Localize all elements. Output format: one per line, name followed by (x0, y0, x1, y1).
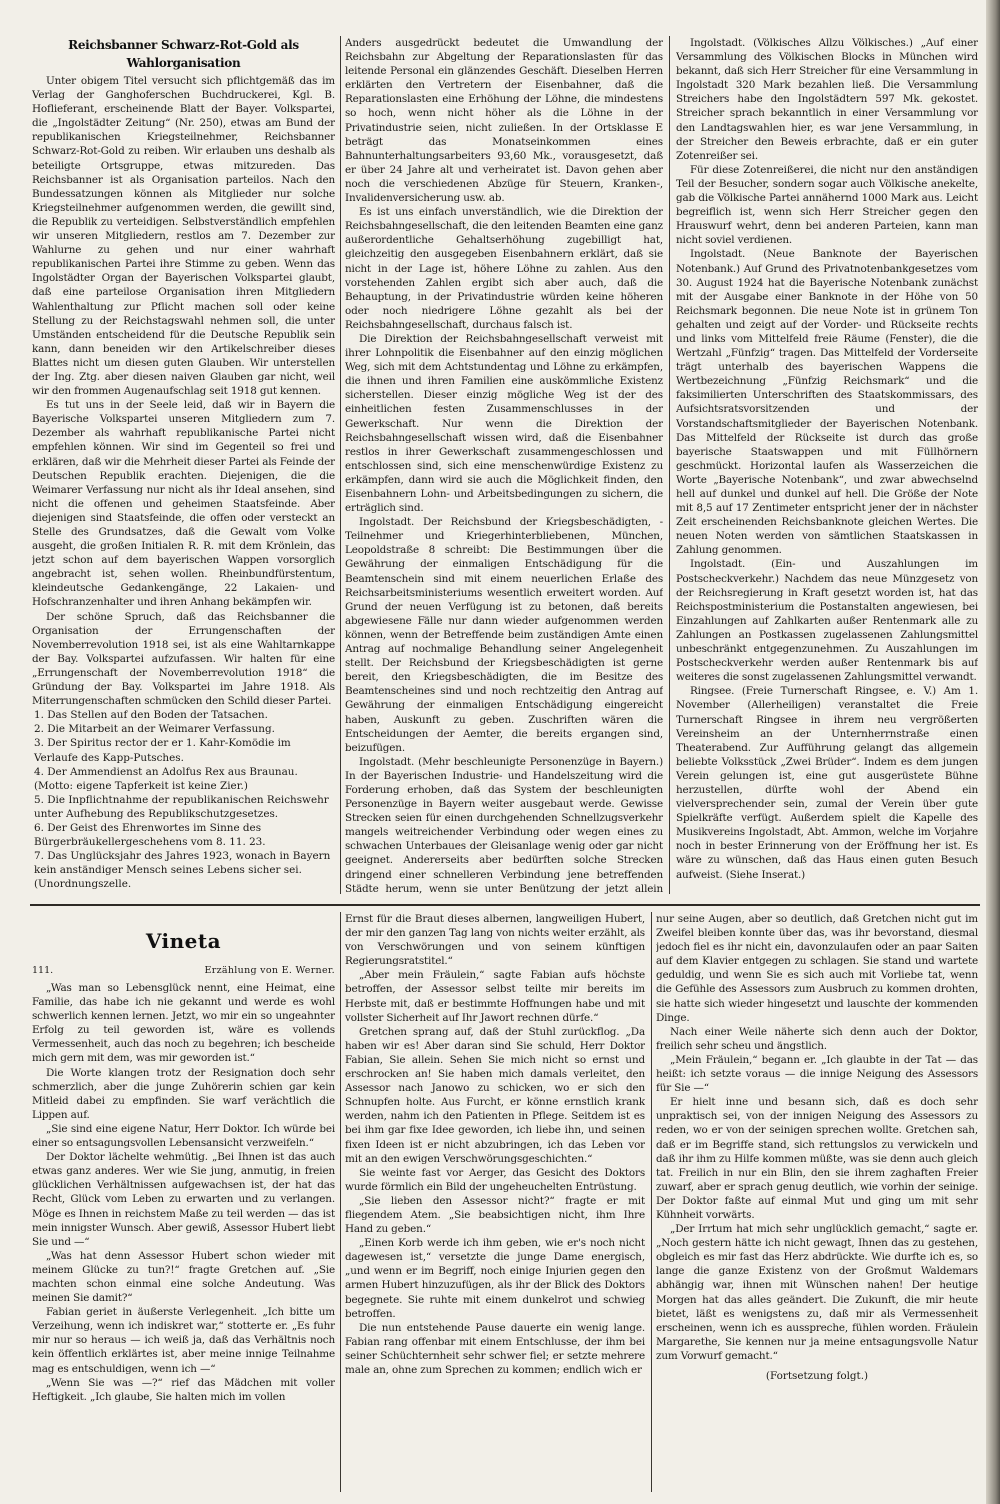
continuation-note: (Fortsetzung folgt.) (765, 1370, 869, 1382)
serial-title: Vineta (145, 929, 222, 953)
story-paragraph: Nach einer Weile näherte sich denn auch der Doktor, freilich sehr scheu und ängstlich. (656, 1025, 978, 1052)
bottom-column-2 (345, 912, 645, 1492)
numbered-list (34, 708, 335, 891)
article-paragraph: Unter obigem Titel versucht sich pflichtgemäß das im Verlag der Ganghoferschen Buchdruckerei, Kgl. B. Hoflieferant, erscheinende Blatt der Bayer. Volkspartei, die „Ingolstädter Zeitung“ (Nr. 250), etwas am Bund der republikanischen Kriegsteilnehmer, Reichsbanner Schwarz-Rot-Gold zu reiben. Wir erlauben uns deshalb als beteiligte Ortsgruppe, etwas mitzureden. Das Reichsbanner ist als Organisation parteilos. Nach den Bundessatzungen können als Mitglieder nur solche Kriegsteilnehmer aufgenommen werden, die gewillt sind, die Republik zu verteidigen. Selbstverständlich empfehlen wir unseren Mitgliedern, restlos am 7. Dezember zur Wahlurne zu gehen und nur einer wahrhaft republikanischen Partei ihre Stimme zu geben. Wenn das Ingolstädter Organ der Bayerischen Volkspartei glaubt, daß eine parteilose Organisation ihren Mitgliedern Wahlenthaltung zur Pflicht machen soll oder keine Stellung zu der Reichstagswahl nehmen soll, die unter Umständen entscheidend für die Deutsche Republik sein kann, dann beneiden wir den Artikelschreiber dieses Blattes nicht um diesen guten Glauben. Wir unterstellen der Ing. Ztg. aber diesen naiven Glauben gar nicht, weil wir den frommen Augenaufschlag seit 1918 gut kennen. (32, 75, 335, 398)
serial-header (32, 964, 335, 977)
story-paragraph: Die nun entstehende Pause dauerte ein wenig lange. Fabian rang offenbar mit einem Entschlusse, der ihm bei seiner Schüchternheit sehr schwer fiel; er setzte mehrere male an, ohne zum Sprechen zu kommen; endlich wich er (345, 1321, 645, 1376)
article-paragraph: Ingolstadt. (Mehr beschleunigte Personenzüge in Bayern.) In der Bayerischen Industrie- und Handelszeitung wird die Forderung erhoben, daß das System der beschleunigten Personenzüge in Bayern weiter ausgebaut werde. Gewisse Strecken seien für einen durchgehenden Schnellzugsverkehr mangels weitreichender Verbindung oder wegen eines zu schwachen Unterbaues der Gleisanlage wenig oder gar nicht geeignet. Andererseits aber bedürften solche Strecken dringend einer schnelleren Verbindung jene betreffenden Städte herum, wenn sie unter Benützung der jetzt allein (345, 755, 663, 894)
article-paragraph: Es tut uns in der Seele leid, daß wir in Bayern die Bayerische Volkspartei unseren Mitgliedern zum 7. Dezember als wahrhaft republikanische Partei nicht empfehlen können. Wir sind im Gegenteil so frei und erklären, daß wir die Mehrheit dieser Partei als Feinde der Deutschen Republik erachten. Diejenigen, die die Weimarer Verfassung nur nicht als ihr Ideal ansehen, sind nicht die offenen und geheimen Staatsfeinde. Aber diejenigen sind Staatsfeinde, die offen oder versteckt an Stelle des Grundsatzes, daß die Gewalt vom Volke ausgeht, die großen Initialen R. R. mit dem Krönlein, das jetzt schon auf dem bayerischen Wappen vorsorglich angebracht ist, sehen wollen. Rheinbundfürstentum, kleindeutsche Gedankengänge, 22 Lakaien- und Hofschranzenhalter und ihren Anhang bekämpfen wir. (32, 399, 335, 609)
article-paragraph: Ingolstadt. (Ein- und Auszahlungen im Postscheckverkehr.) Nachdem das neue Münzgesetz von der Reichsregierung in Kraft gesetzt worden ist, hat das Reichspostministerium die Postanstalten angewiesen, bei Einzahlungen auf Zahlkarten außer Rentenmark alle zu Zahlungen an Postkassen zugelassenen Zahlungsmittel unbeschränkt entgegenzunehmen. Zu Auszahlungen im Postscheckverkehr werden außer Rentenmark bis auf weiteres die sonst zugelassenen Zahlungsmittel verwandt. (676, 558, 978, 684)
bottom-column-1 (32, 912, 335, 1492)
story-paragraph: Ernst für die Braut dieses albernen, langweiligen Hubert, der mir den ganzen Tag lang von nichts weiter erzählt, als von Verschwörungen und von seinem künftigen Regierungsratstitel.“ (345, 913, 645, 968)
list-item: 4. Der Ammendienst an Adolfus Rex aus Braunau. (Motto: eigene Tapferkeit ist keine Zier.) (34, 765, 298, 792)
story-paragraph: Der Doktor lächelte wehmütig. „Bei Ihnen ist das auch etwas ganz anderes. Wer wie Sie jung, anmutig, in freien glücklichen Verhältnissen aufgewachsen ist, der hat das Recht, Glück vom Leben zu erwarten und zu verlangen. Möge es Ihnen in reichstem Maße zu teil werden — das ist mein innigster Wunsch. Aber gewiß, Assessor Hubert liebt Sie und —“ (32, 1151, 335, 1248)
top-column-1 (32, 36, 335, 894)
feuilleton-separator (30, 904, 980, 906)
article-paragraph: Ingolstadt. (Neue Banknote der Bayerischen Notenbank.) Auf Grund des Privatnotenbankgesetzes vom 30. August 1924 hat die Bayerische Notenbank zunächst mit der Ausgabe einer Banknote in der Höhe von 50 Reichsmark begonnen. Die neue Note ist in grünem Ton gehalten und zeigt auf der Vorder- und Rückseite rechts und links vom Mittelfeld freie Räume (Fenster), die die Wertzahl „Fünfzig“ tragen. Das Mittelfeld der Vorderseite trägt unterhalb des bayerischen Wappens die Wertbezeichnung „Fünfzig Reichsmark“ und die faksimilierten Unterschriften des Staatskommissars, des Aufsichtsratsvorsitzenden und der Vorstandschaftsmitglieder der Bayerischen Notenbank. Das Mittelfeld der Rückseite ist durch das große bayerische Staatswappen und mit Füllhörnern geschmückt. Horizontal laufen als Wasserzeichen die Worte „Bayerische Notenbank“, und zwar abwechselnd hell auf dunkel und dunkel auf hell. Die Größe der Note mit 8,5 auf 17 Zentimeter entspricht jener der in nächster Zeit erscheinenden Reichsbanknote gleichen Wertes. Die neuen Noten werden von sämtlichen Staatskassen in Zahlung genommen. (676, 248, 978, 557)
column-rule (340, 912, 341, 1492)
story-paragraph: Fabian geriet in äußerste Verlegenheit. „Ich bitte um Verzeihung, wenn ich indiskret war,“ stotterte er. „Es fuhr mir nur so heraus — ich weiß ja, daß das Verhältnis noch kein öffentlich erklärtes ist, aber meine innige Teilnahme mag es entschuldigen, wenn ich —“ (32, 1306, 335, 1375)
paper-edge-shadow (986, 0, 1000, 1504)
article-paragraph: Es ist uns einfach unverständlich, wie die Direktion der Reichsbahngesellschaft, die den leitenden Beamten eine ganz außerordentliche Gehaltserhöhung zugebilligt hat, gleichzeitig den ausgegeben Eisenbahnern erklärt, daß sie nicht in der Lage ist, höhere Löhne zu zahlen. Aus den vorstehenden Zahlen ergibt sich aber auch, daß die Behauptung, in der Privatindustrie würden keine höheren oder noch niedrigere Löhne gezahlt als bei der Reichsbahngesellschaft, durchaus falsch ist. (345, 206, 663, 331)
story-paragraph: „Sie lieben den Assessor nicht?“ fragte er mit fliegendem Atem. „Sie beabsichtigen nicht, ihm Ihre Hand zu geben.“ (345, 1194, 645, 1236)
serial-number: 111. (32, 965, 54, 976)
bottom-column-3 (656, 912, 978, 1492)
column-rule (340, 36, 341, 894)
list-item: 7. Das Unglücksjahr des Jahres 1923, wonach in Bayern kein anständiger Mensch seines Lebens sicher sei. (Unordnungszelle. (34, 850, 331, 891)
story-paragraph: Er hielt inne und besann sich, daß es doch sehr unpraktisch sei, von der innigen Neigung des Assessors zu reden, wo er von der seinigen sprechen wollte. Gretchen sah, daß er im Begriffe stand, sich rettungslos zu verwickeln und daß ihr ihm zu Hilfe kommen müßte, was sie denn auch gleich tat. Freilich in nur ein Blin, den sie ihrem zaghaften Freier zuwarf, aber er sprach genug deutlich, wie vorhin der seinige. Der Doktor faßte auf einmal Mut und ging um mit sehr Kühnheit vorwärts. (656, 1096, 978, 1221)
article-paragraph: Für diese Zotenreißerei, die nicht nur den anständigen Teil der Besucher, sondern sogar auch Völkische anekelte, gab die Völkische Partei annähernd 1000 Mark aus. Leicht begreiflich ist, wenn sich Herr Streicher gegen den Hrauswurf wehrt, denn bei anderen Parteien, kann man nicht soviel verdienen. (676, 163, 978, 247)
story-paragraph: „Einen Korb werde ich ihm geben, wie er's noch nicht dagewesen ist,“ versetzte die junge Dame energisch, „und wenn er im Begriff, noch einige Injurien gegen den armen Hubert hinzuzufügen, als ihr der Blick des Doktors begegnete. Sie ruhte mit einem dunkelrot und schwieg betroffen. (345, 1237, 645, 1320)
list-item: 3. Der Spiritus rector der er 1. Kahr-Komödie im Verlaufe des Kapp-Putsches. (34, 737, 291, 764)
serial-byline: Erzählung von E. Werner. (204, 965, 335, 976)
article-paragraph: Der schöne Spruch, daß das Reichsbanner die Organisation der Errungenschaften der Novemberrevolution 1918 sei, ist als eine Wahltarnkappe der Bay. Volkspartei aufzufassen. Wir halten für eine „Errungenschaft der Novemberrevolution 1918“ die Gründung der Bay. Volkspartei im Jahre 1918. Als Miterrungenschaften schmücken den Schild dieser Partei. (32, 610, 335, 708)
column-rule (669, 36, 670, 894)
story-paragraph: nur seine Augen, aber so deutlich, daß Gretchen nicht gut im Zweifel bleiben konnte über das, was ihr bevorstand, diesmal jedoch fiel es ihr nicht ein, davonzulaufen oder an paar Saiten auf dem Klavier entgegen zu schlagen. Sie stand und wartete geduldig, und wenn Sie es sich auch mit Vorliebe tat, wenn die Gefühle des Assessors zum Ausbruch zu kommen drohten, sie hatte sich wieder hingesetzt und lauschte der kommenden Dinge. (656, 913, 978, 1024)
story-paragraph: „Sie sind eine eigene Natur, Herr Doktor. Ich würde bei einer so entsagungsvollen Lebensansicht verzweifeln.“ (32, 1122, 335, 1150)
column-rule (651, 912, 652, 1492)
article-headline-reichsbanner: Reichsbanner Schwarz-Rot-Gold als Wahlorganisation (68, 38, 299, 70)
article-paragraph: Anders ausgedrückt bedeutet die Umwandlung der Reichsbahn zur Abgeltung der Reparationslasten für das leitende Personal ein glänzendes Geschäft. Dieselben Herren erklärten den Vertretern der Eisenbahner, daß die Reparationslasten eine Erhöhung der Löhne, die mindestens so hoch, wenn nicht höher als die Löhne in der Privatindustrie seien, nicht zuließen. In der Ortsklasse E beträgt das Monatseinkommen eines Bahnunterhaltungsarbeiters 93,60 Mk., vorausgesetzt, daß er über 24 Jahre alt und verheiratet ist. Davon gehen aber noch die verschiedenen Abzüge für Steuern, Kranken-, Invalidenversicherung usw. ab. (345, 37, 663, 205)
top-column-3 (676, 36, 978, 894)
story-paragraph: „Der Irrtum hat mich sehr unglücklich gemacht,“ sagte er. „Noch gestern hätte ich nicht gewagt, Ihnen das zu gestehen, obgleich es mir fast das Herz abdrückte. Wie durfte ich es, so lange die ganze Existenz von der Großmut Waldemars abhängig war, ihnen mit Wünschen nahen! Der heutige Morgen hat das alles geändert. Die Zukunft, die mir heute bietet, läßt es wenigstens zu, daß mir als Vermessenheit erscheinen, wenn ich es ausspreche, fühlen worden. Fräulein Margarethe, Sie kennen nur ja meine entsagungsvolle Natur zum Vorwurf gemacht.“ (656, 1223, 978, 1362)
story-paragraph: „Was hat denn Assessor Hubert schon wieder mit meinem Glücke zu tun?!“ fragte Gretchen auf. „Sie machten schon einmal eine solche Andeutung. Was meinen Sie damit?“ (32, 1249, 335, 1305)
list-item: 1. Das Stellen auf den Boden der Tatsachen. (34, 709, 268, 722)
article-paragraph: Ingolstadt. Der Reichsbund der Kriegsbeschädigten, -Teilnehmer und Kriegerhinterbliebenen, München, Leopoldstraße 8 schreibt: Die Bestimmungen über die Gewährung der einmaligen Entschädigung für die Beamtenschein sind mit einem neuerlichen Erlaße des Reichsarbeitsministeriums wesentlich erweitert worden. Auf Grund der neuen Verfügung ist zu betonen, daß bereits abgewiesene Fälle nur dann wieder aufgenommen werden können, wenn der Betreffende beim zuständigen Amte einen Antrag auf nochmalige Behandlung seiner Angelegenheit stellt. Der Reichsbund der Kriegsbeschädigten ist gerne bereit, den Kriegsbeschädigten, die im Besitze des Beamtenscheines sind und noch rechtzeitig den Antrag auf Gewährung der einmaligen Entschädigung eingereicht haben, Auskunft zu geben. Zuschriften wären die Entscheidungen der Aemter, die bereits ergangen sind, beizufügen. (345, 516, 663, 754)
list-item: 5. Die Inpflichtnahme der republikanischen Reichswehr unter Aufhebung des Republikschutzgesetzes. (34, 793, 329, 820)
story-paragraph: Sie weinte fast vor Aerger, das Gesicht des Doktors wurde förmlich ein Bild der ungeheuchelten Entrüstung. (345, 1166, 645, 1193)
list-item: 6. Der Geist des Ehrenwortes im Sinne des Bürgerbräukellergeschehens vom 8. 11. 23. (34, 821, 266, 849)
article-paragraph: Ringsee. (Freie Turnerschaft Ringsee, e. V.) Am 1. November (Allerheiligen) veranstaltet die Freie Turnerschaft Ringsee in ihrem neu vergrößerten Vereinsheim an der Unternherrnstraße einen Theaterabend. Zur Aufführung gelangt das allgemein beliebte Volksstück „Zwei Brüder“. Indem es dem jungen Verein gelungen ist, eine gut ausgerüstete Bühne herzustellen, dürfte wohl der Abend ein vielversprechender sein, zumal der Verein über gute Spielkräfte verfügt. Außerdem spielt die Kapelle des Musikvereins Ingolstadt, Abt. Ammon, welche im Vorjahre noch in bester Erinnerung von der Eröffnung her ist. Es wäre zu wünschen, daß das Haus einen guten Besuch aufweist. (Siehe Inserat.) (676, 685, 978, 881)
usw-line (32, 892, 335, 894)
story-paragraph: Gretchen sprang auf, daß der Stuhl zurückflog. „Da haben wir es! Aber daran sind Sie schuld, Herr Doktor Fabian, Sie allein. Sehen Sie mich nicht so ernst und erschrocken an! Sie haben mich damals verleitet, den Assessor nach Janowo zu schicken, wo er sich den Schnupfen holte. Aus Furcht, er könne ernstlich krank werden, nahm ich den Patienten in Pflege. Seitdem ist es bei ihm gar fixe Idee geworden, ich liebe ihn, und seinen fixen Ideen ist er nicht abzubringen, ich das Leben vor mit an den ewigen Verschwörungsgeschichten.“ (345, 1025, 645, 1165)
story-paragraph: „Aber mein Fräulein,“ sagte Fabian aufs höchste betroffen, der Assessor selbst teilte mir bereits im Herbste mit, daß er bestimmte Hoffnungen habe und mit vollster Sicherheit auf Ihr Jawort rechnen dürfe.“ (345, 969, 645, 1024)
article-paragraph: Ingolstadt. (Völkisches Allzu Völkisches.) „Auf einer Versammlung des Völkischen Blocks in München wird bekannt, daß sich Herr Streicher für eine Versammlung in Ingolstadt 320 Mark bezahlen ließ. Die Versammlung Streichers habe den Ingolstädtern 597 Mk. gekostet. Streicher sprach bekanntlich in einer Versammlung vor den Landtagswahlen hier, es war jene Versammlung, in der Streicher den Beweis erbrachte, daß er ein guter Zotenreißer sei. (676, 37, 978, 162)
story-paragraph: „Wenn Sie was —?“ rief das Mädchen mit voller Heftigkeit. „Ich glaube, Sie halten mich im vollen (32, 1376, 335, 1403)
article-paragraph: Die Direktion der Reichsbahngesellschaft verweist mit ihrer Lohnpolitik die Eisenbahner auf den einzig möglichen Weg, sich mit dem Achtstundentag und Löhne zu erkämpfen, die ihnen und ihren Familien eine auskömmliche Existenz sicherstellen. Dieser einzig mögliche Weg ist der des einheitlichen festen Zusammenschlusses in der Gewerkschaft. Nur wenn die Direktion der Reichsbahngesellschaft wissen wird, daß die Eisenbahner restlos in ihrer Gewerkschaft zusammengeschlossen und entschlossen sind, sich eine menschenwürdige Existenz zu erkämpfen, dann wird sie auch die Möglichkeit finden, den Eisenbahnern Lohn- und Arbeitsbedingungen zu sichern, die erträglich sind. (345, 332, 663, 515)
top-column-2 (345, 36, 663, 894)
story-paragraph: „Mein Fräulein,“ begann er. „Ich glaubte in der Tat — das heißt: ich setzte voraus — die innige Neigung des Assessors für Sie —“ (656, 1053, 978, 1095)
story-paragraph: „Was man so Lebensglück nennt, eine Heimat, eine Familie, das habe ich nie gekannt und werde es wohl schwerlich kennen lernen. Jetzt, wo mir ein so ungeahnter Erfolg zu teil geworden ist, wäre es vollends Vermessenheit, auch das noch zu begehren; ich bescheide mich gern mit dem, was mir geworden ist.“ (32, 982, 335, 1065)
list-item: 2. Die Mitarbeit an der Weimarer Verfassung. (34, 723, 275, 736)
story-paragraph: Die Worte klangen trotz der Resignation doch sehr schmerzlich, aber die junge Zuhörerin schien gar kein Mitleid dabei zu empfinden. Sie warf verächtlich die Lippen auf. (32, 1066, 335, 1121)
